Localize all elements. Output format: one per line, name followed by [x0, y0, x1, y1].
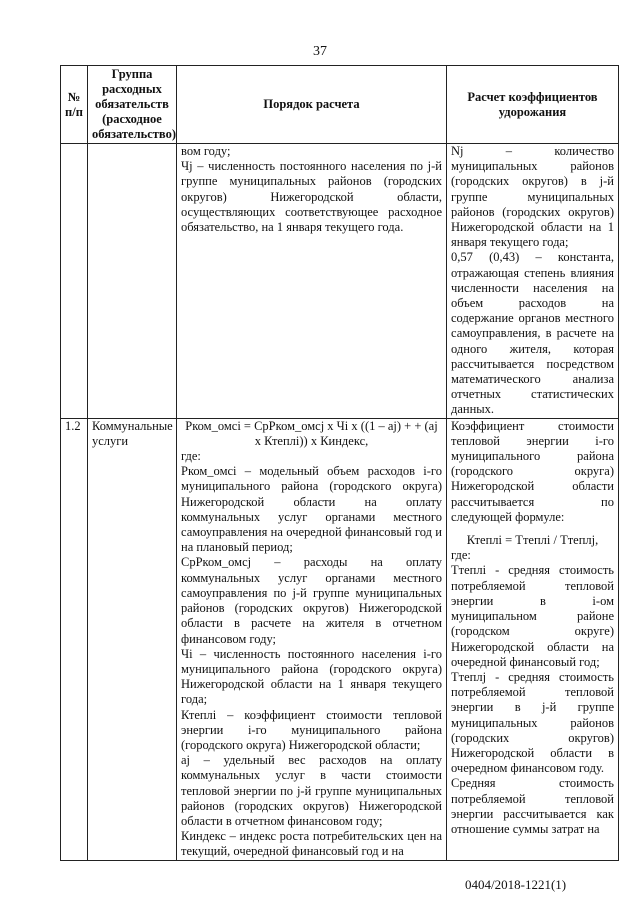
header-number: № п/п	[61, 66, 88, 144]
coefficient-text: Ттеплj - средняя стоимость потребляемой тепловой энергии в j-й группе муниципальных районов (городских округов) Нижегородской области в очередном финансовом году.	[451, 669, 614, 776]
procedure-cell	[177, 418, 447, 860]
coefficient-text: Nj – количество муниципальных районов (городских округов) в j-й группе муниципальных районов (городских округов) Нижегородской области на 1 января текущего года;	[451, 144, 614, 250]
procedure-cell	[177, 144, 447, 419]
procedure-text: аj – удельный вес расходов на оплату коммунальных услуг в части стоимости тепловой энергии по j-й группе муниципальных районов (городских округов) Нижегородской области в отчетном финансовом году;	[181, 753, 442, 828]
row-group-cell: Коммунальные услуги	[88, 418, 177, 860]
page-number: 37	[313, 44, 327, 59]
document-code: 0404/2018-1221(1)	[465, 877, 567, 892]
procedure-text: Киндекс – индекс роста потребительских цен на текущий, очередной финансовый год и на	[181, 829, 442, 859]
coefficient-text: Средняя стоимость потребляемой тепловой энергии рассчитывается как отношение суммы затрат на	[451, 776, 614, 836]
calculation-table	[60, 65, 619, 861]
coefficient-text: где:	[451, 548, 471, 563]
procedure-text: где:	[181, 449, 201, 464]
coefficient-text: 0,57 (0,43) – константа, отражающая степень влияния численности населения на объем расходов на содержание органов местного самоуправления, в расчете на одного жителя, которая рассчитывается посредством математического анализа отчетных статистических данных.	[451, 250, 614, 417]
row-number-cell: 1.2	[61, 418, 88, 860]
table-row	[61, 418, 619, 860]
procedure-text: Ктеплi – коэффициент стоимости тепловой энергии i-го муниципального района (городского округа) Нижегородской области;	[181, 707, 442, 752]
coefficient-formula: Ктеплi = Ттеплi / Ттеплj,	[466, 533, 599, 548]
row-group-cell	[88, 144, 177, 419]
coefficient-text: Ттеплi - средняя стоимость потребляемой тепловой энергии в i-ом муниципальном районе (городском округе) Нижегородской области на очередной финансовый год;	[451, 563, 614, 669]
procedure-text: Рком_омсi – модельный объем расходов i-го муниципального района (городского округа) Нижегородской области на оплату коммунальных услуг органами местного самоуправления на очередной финансовый год и на плановый период;	[181, 464, 442, 555]
coefficients-cell	[447, 144, 619, 419]
procedure-text: Чj – численность постоянного населения по j-й группе муниципальных районов (городских округов) Нижегородской области, осуществляющих соответствующее расходное обязательство, на 1 января текущего года.	[181, 159, 442, 235]
header-procedure: Порядок расчета	[177, 66, 447, 144]
procedure-text: Чi – численность постоянного населения i-го муниципального района (городского округа) Нижегородской области на 1 января текущего года;	[181, 646, 442, 707]
header-group: Группа расходных обязательств (расходное обязательство)	[88, 66, 177, 144]
formula: Рком_омсi = СрРком_омсj х Чi х ((1 – аj) + + (аj х Ктеплi)) х Киндекс,	[185, 418, 438, 448]
procedure-text: СрРком_омсj – расходы на оплату коммунальных услуг органами местного самоуправления по j-й группе муниципальных районов (городских округов) Нижегородской области в расчете на жителя в отчетном финансовом году;	[181, 555, 442, 646]
procedure-text: вом году;	[181, 144, 231, 158]
header-coefficients: Расчет коэффициентов удорожания	[447, 66, 619, 144]
table-header-row	[61, 66, 619, 144]
coefficients-cell	[447, 418, 619, 860]
row-number-cell	[61, 144, 88, 419]
coefficient-text: Коэффициент стоимости тепловой энергии i-го муниципального района (городского округа) Нижегородской области рассчитывается по следующей формуле:	[451, 418, 614, 524]
table-row	[61, 144, 619, 419]
